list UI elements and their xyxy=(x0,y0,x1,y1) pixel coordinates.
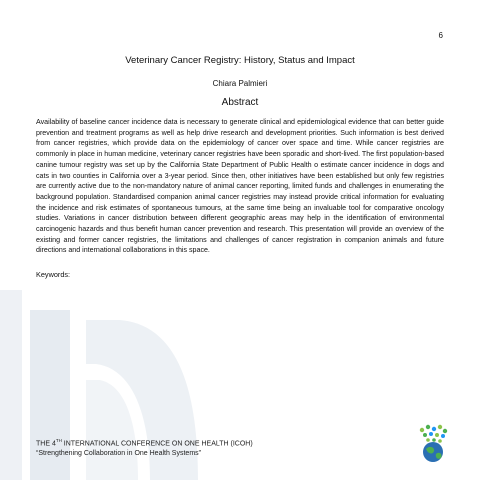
conference-name: THE 4TH INTERNATIONAL CONFERENCE ON ONE HEALTH (ICOH) xyxy=(36,438,253,448)
page-number: 6 xyxy=(438,31,443,40)
author-name: Chiara Palmieri xyxy=(212,79,268,88)
abstract-heading: Abstract xyxy=(221,97,259,108)
keywords-label: Keywords: xyxy=(36,270,71,279)
conference-theme: “Strengthening Collaboration in One Health Systems” xyxy=(36,449,201,457)
icoh-globe-logo xyxy=(416,424,450,464)
abstract-text: Availability of baseline cancer incidence data is necessary to generate clinical and epidemiological evidence that can better guide prevention and treatment programs as well as help drive research and development priorities. Such information is best derived from cancer registries, which provide data on the epidemiology of cancer over space and time. While cancer registries are commonly in place in human medicine, veterinary cancer registries have been sporadic and short-lived. The first population-based canine tumour registry was set up by the California State Department of Public Health o estimate cancer incidence in dogs and cats in two counties in California over a 3-year period. Since then, other initiatives have been established but only few registries are currently active due to the non-mandatory nature of animal cancer reporting, limited funds and challenges in enumerating the background population. Standardised companion animal cancer registries may instead provide critical information for evaluating the incidence and risk estimates of spontaneous tumours, at the same time being an invaluable tool for comparative oncology studies. Variations in cancer distribution between different geographic areas may help in the identification of environmental carcinogenic hazards and thus benefit human cancer prevention and research. This presentation will provide an overview of the existing and former cancer registries, the limitations and challenges of cancer registration in companion animals and future directions and international collaborations in this space. xyxy=(36,118,444,255)
conference-footer xyxy=(36,436,253,458)
paper-title: Veterinary Cancer Registry: History, Status and Impact xyxy=(125,55,355,66)
